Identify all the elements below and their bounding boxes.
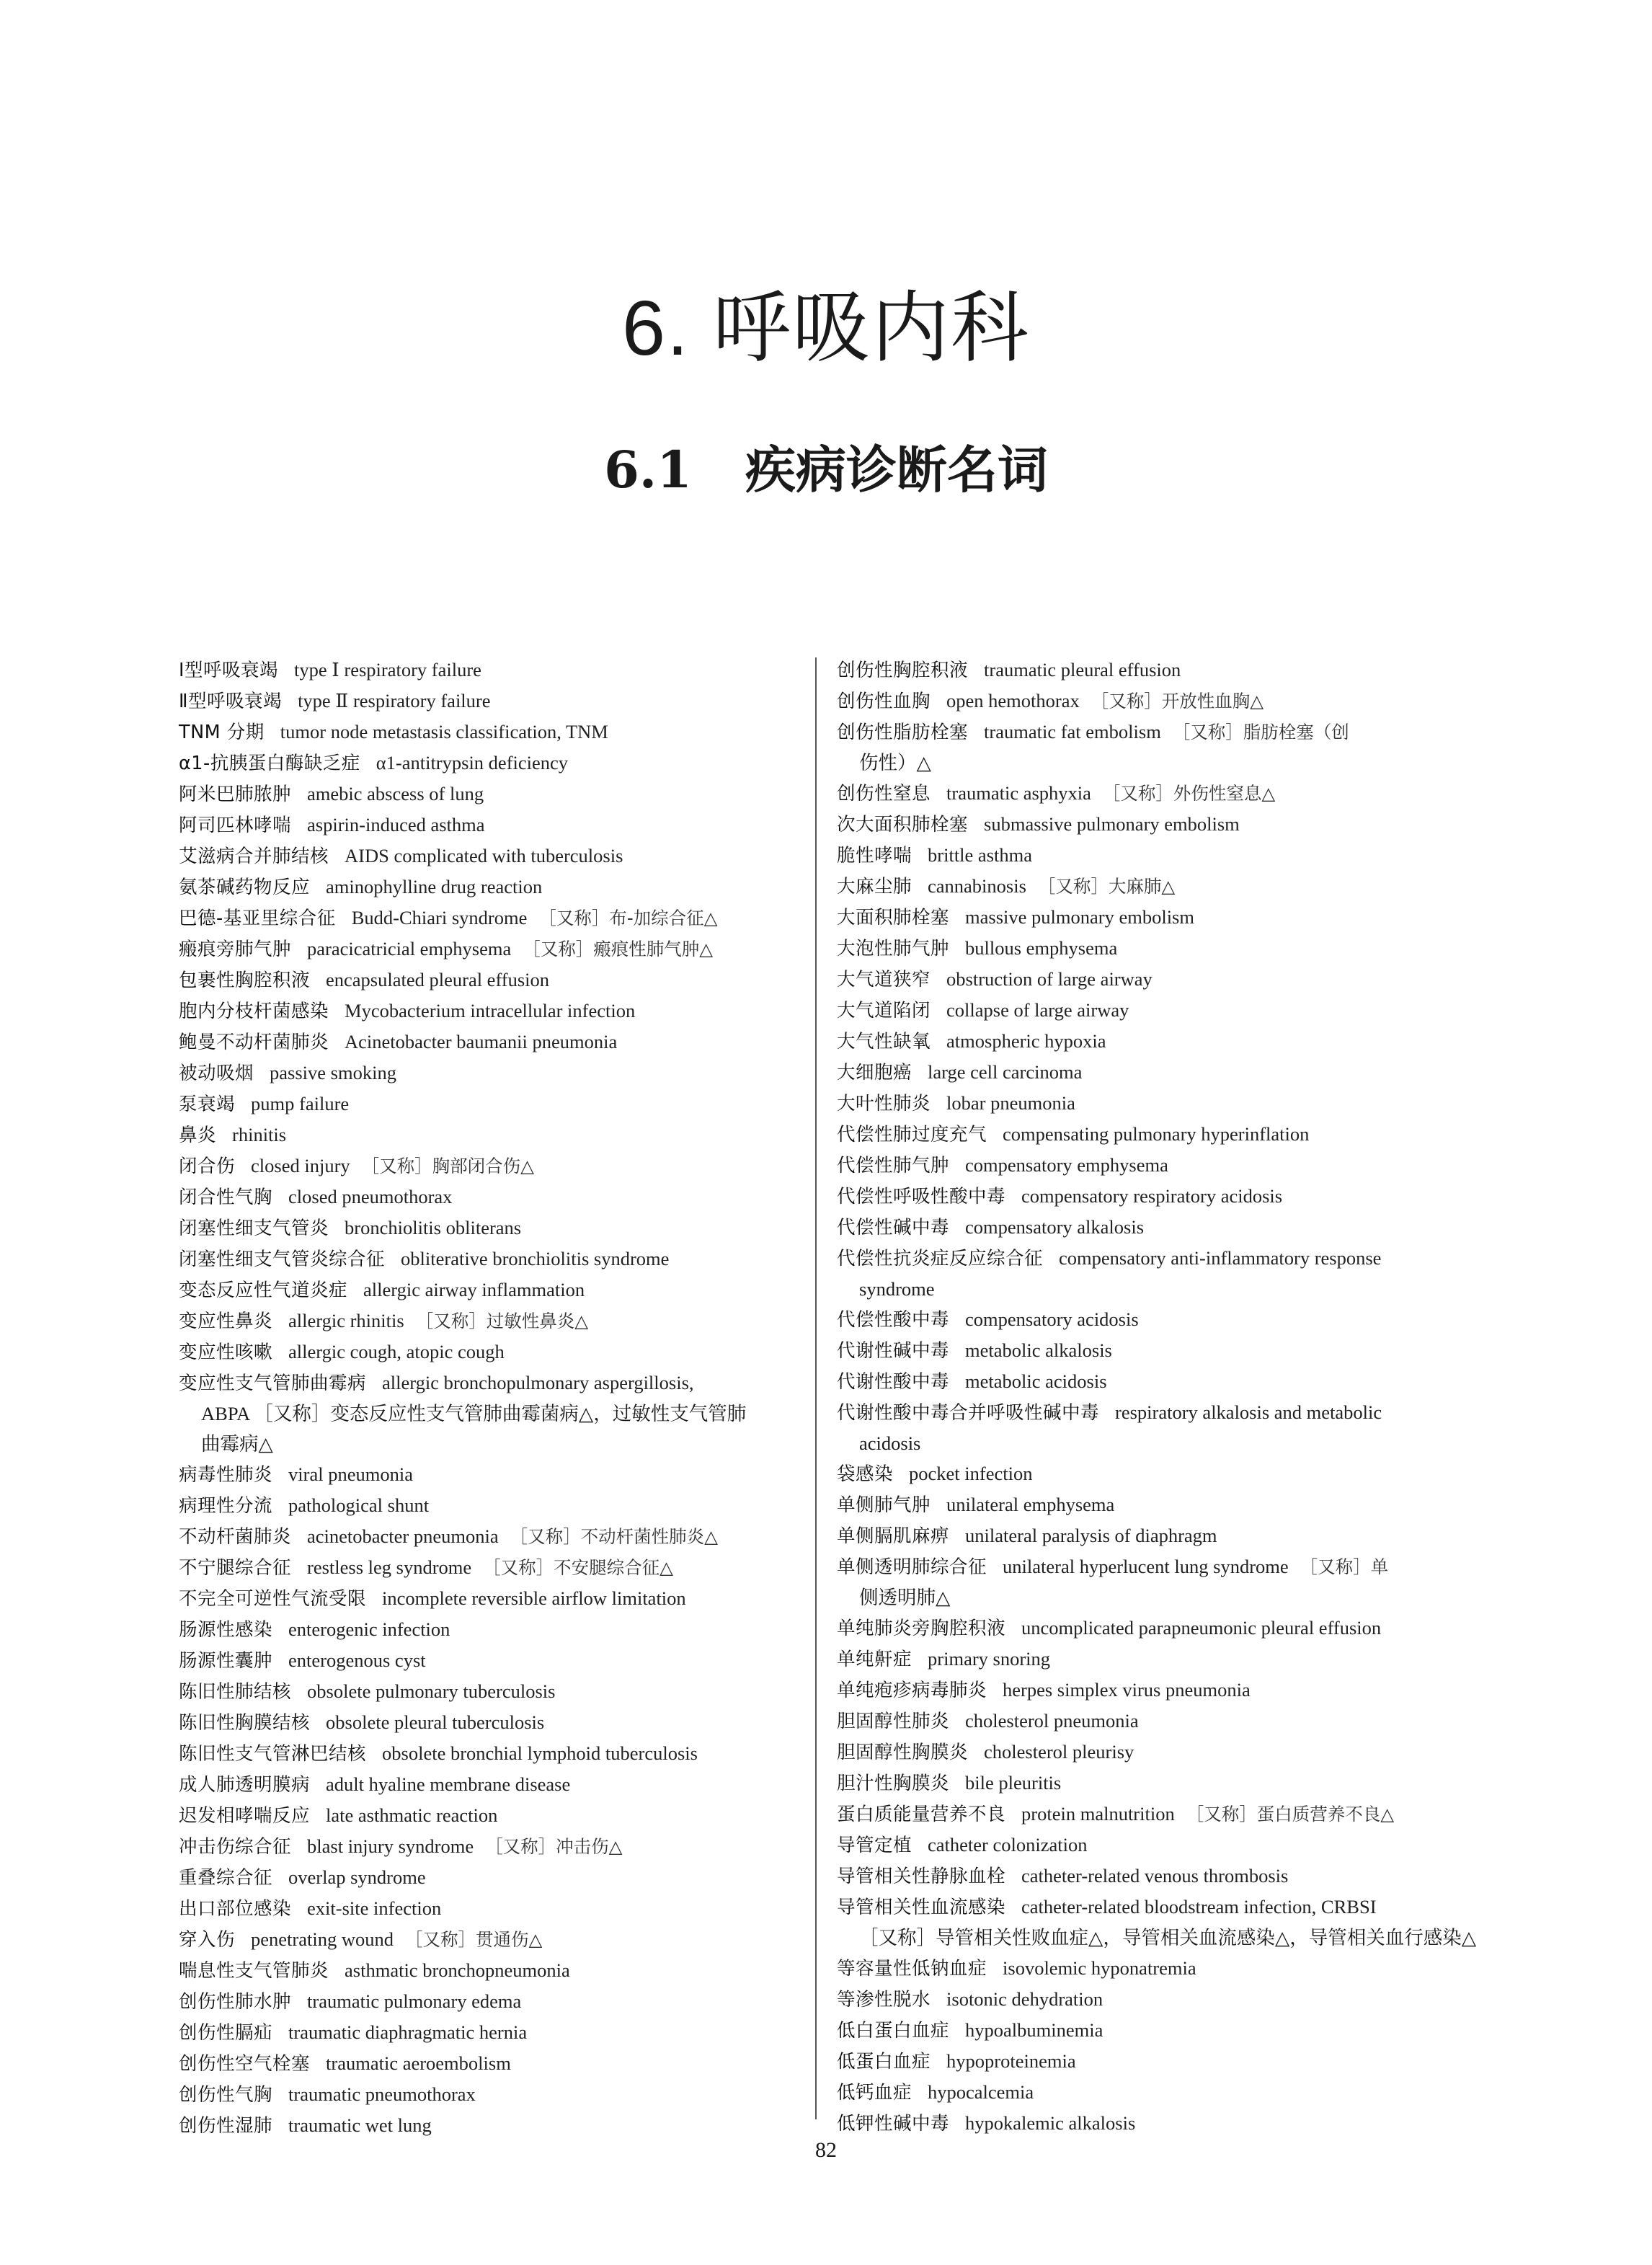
term-chinese: 穿入伤 [179,1929,236,1951]
term-english: tumor node metastasis classification, TNM [280,721,608,743]
term-english: hypoproteinemia [946,2050,1076,2072]
term-chinese: 代偿性呼吸性酸中毒 [837,1186,1006,1207]
term-entry [179,748,799,779]
term-chinese: 胞内分枝杆菌感染 [179,1001,329,1022]
term-english: catheter-related bloodstream infection, CRBSI [1021,1896,1377,1918]
term-entry [179,1459,799,1490]
term-entry [179,717,799,748]
term-english: asthmatic bronchopneumonia [345,1959,570,1981]
term-entry [837,1335,1467,1366]
term-entry [837,1243,1467,1274]
term-entry [179,1151,799,1182]
term-english: traumatic diaphragmatic hernia [288,2021,528,2043]
term-english: type Ⅰ respiratory failure [294,659,481,681]
term-chinese: 代偿性抗炎症反应综合征 [837,1248,1044,1269]
term-entry [179,1182,799,1213]
term-chinese: 代谢性酸中毒合并呼吸性碱中毒 [837,1402,1100,1424]
term-english: brittle asthma [928,844,1032,866]
term-chinese: 变应性鼻炎 [179,1311,273,1332]
term-english: obliterative bronchiolitis syndrome [401,1248,670,1269]
term-chinese: 低白蛋白血症 [837,2020,950,2042]
term-english: massive pulmonary embolism [965,906,1194,928]
term-alias: ［又称］冲击伤△ [485,1836,623,1857]
term-alias: ［又称］外伤性窒息△ [1102,783,1276,804]
term-entry [837,1984,1467,2015]
term-entry [837,1551,1467,1582]
right-term-column [837,655,1477,2139]
term-english: unilateral hyperlucent lung syndrome [1003,1556,1289,1577]
term-chinese: 喘息性支气管肺炎 [179,1960,329,1982]
term-chinese: 阿司匹林哮喘 [179,815,292,836]
term-chinese: 陈旧性胸膜结核 [179,1712,311,1734]
column-divider [815,657,817,2119]
term-english: primary snoring [928,1648,1051,1670]
term-chinese: 大麻尘肺 [837,876,912,897]
term-entry [179,1368,799,1399]
term-alias: ［又称］不安腿综合征△ [483,1557,674,1578]
term-chinese: 陈旧性支气管淋巴结核 [179,1743,367,1765]
term-english: obsolete pleural tuberculosis [326,1711,545,1733]
term-alias: ［又称］不动杆菌性肺炎△ [510,1526,718,1547]
term-english: restless leg syndrome [307,1556,472,1578]
term-english: isotonic dehydration [946,1988,1103,2010]
term-chinese: 导管定植 [837,1835,912,1856]
term-entry [837,1458,1467,1489]
term-alias: ［又称］过敏性鼻炎△ [415,1311,589,1331]
page-number: 82 [815,2138,837,2162]
term-english: enterogenous cyst [288,1649,426,1671]
term-entry [179,1676,799,1707]
term-english: pocket infection [909,1463,1033,1484]
term-entry [179,1800,799,1831]
term-chinese: 创伤性湿肺 [179,2115,273,2137]
term-english: cannabinosis [928,875,1026,897]
term-entry [837,1026,1467,1057]
term-english: obsolete pulmonary tuberculosis [307,1680,556,1702]
term-english: lobar pneumonia [946,1092,1075,1114]
term-chinese: 变应性支气管肺曲霉病 [179,1373,367,1394]
term-entry [179,655,799,686]
term-entry [179,779,799,810]
section-title-text: 疾病诊断名词 [745,440,1048,500]
term-entry [837,1181,1467,1212]
term-english: bronchiolitis obliterans [345,1217,522,1238]
term-english: catheter colonization [928,1834,1088,1856]
term-english: metabolic alkalosis [965,1339,1112,1361]
term-english: atmospheric hypoxia [946,1030,1106,1052]
term-entry [179,1120,799,1151]
term-chinese: 次大面积肺栓塞 [837,814,969,835]
term-chinese: 大细胞癌 [837,1062,912,1083]
term-entry [179,1924,799,1955]
term-english: viral pneumonia [288,1463,413,1485]
term-chinese: 闭合伤 [179,1156,236,1177]
term-english: incomplete reversible airflow limitation [382,1587,686,1609]
term-chinese: 变应性咳嗽 [179,1342,273,1363]
term-chinese: 胆固醇性胸膜炎 [837,1742,969,1763]
term-chinese: 创伤性膈疝 [179,2022,273,2044]
term-alias: ［又称］蛋白质营养不良△ [1186,1804,1395,1825]
term-english: encapsulated pleural effusion [326,969,550,990]
term-english: pump failure [251,1093,350,1114]
term-alias: ［又称］布-加综合征△ [538,908,718,928]
term-chinese: 创伤性气胸 [179,2084,273,2106]
term-chinese: 创伤性空气栓塞 [179,2053,311,2075]
term-english: compensatory acidosis [965,1308,1139,1330]
term-english: protein malnutrition [1021,1803,1175,1825]
term-chinese: 导管相关性血流感染 [837,1897,1006,1918]
term-entry [837,1861,1467,1892]
term-chinese: 变态反应性气道炎症 [179,1280,348,1301]
term-entry [837,1675,1467,1706]
term-entry [179,1521,799,1552]
term-english: obstruction of large airway [946,968,1153,990]
term-chinese: 成人肺透明膜病 [179,1774,311,1796]
term-chinese: 不宁腿综合征 [179,1557,292,1579]
term-entry [837,1489,1467,1520]
term-entry [837,2046,1467,2077]
term-entry [837,686,1467,717]
term-alias: ［又称］单 [1300,1556,1389,1577]
term-entry [179,1306,799,1337]
term-chinese: 单纯鼾症 [837,1649,912,1670]
term-chinese: 不完全可逆性气流受限 [179,1588,367,1610]
term-chinese: 瘢痕旁肺气肿 [179,939,292,960]
term-entry [179,1089,799,1120]
term-entry [837,1706,1467,1737]
term-english: unilateral paralysis of diaphragm [965,1525,1217,1546]
term-chinese: 巴德-基亚里综合征 [179,908,336,929]
term-entry [837,902,1467,933]
term-entry [837,809,1467,840]
term-entry [837,964,1467,995]
term-entry [179,2110,799,2141]
term-entry [837,655,1467,686]
term-english: hypokalemic alkalosis [965,2112,1136,2134]
term-english: respiratory alkalosis and metabolic [1115,1401,1382,1423]
term-entry [837,2077,1467,2108]
term-chinese: 创伤性胸腔积液 [837,660,969,681]
term-english: paracicatricial emphysema [307,938,512,959]
term-entry [179,965,799,996]
term-english: traumatic fat embolism [984,721,1161,743]
term-chinese: 病理性分流 [179,1495,273,1517]
term-entry [179,2017,799,2048]
term-entry [837,1304,1467,1335]
term-entry [179,1058,799,1089]
term-english: exit-site infection [307,1897,442,1919]
term-english: allergic bronchopulmonary aspergillosis, [382,1372,694,1393]
term-entry [837,1520,1467,1551]
term-english: overlap syndrome [288,1866,426,1888]
term-entry [179,810,799,841]
term-english: bullous emphysema [965,937,1118,959]
term-english: isovolemic hyponatremia [1003,1957,1196,1979]
term-entry [179,1893,799,1924]
term-alias: ［又称］贯通伤△ [404,1929,543,1950]
term-chinese: 病毒性肺炎 [179,1464,273,1486]
term-english: herpes simplex virus pneumonia [1003,1679,1251,1701]
term-entry [179,1986,799,2017]
term-entry [179,1244,799,1275]
term-chinese: 冲击伤综合征 [179,1836,292,1858]
term-entry [179,1213,799,1244]
term-chinese: 大叶性肺炎 [837,1093,931,1114]
term-chinese: 迟发相哮喘反应 [179,1805,311,1827]
term-continuation: ABPA ［又称］变态反应性支气管肺曲霉菌病△，过敏性支气管肺 [201,1403,747,1424]
term-entry [837,1212,1467,1243]
term-entry [179,2079,799,2110]
term-chinese: 包裹性胸腔积液 [179,970,311,991]
term-entry [837,1799,1467,1830]
term-continuation: 伤性）△ [859,752,931,774]
term-chinese: 阿米巴肺脓肿 [179,784,292,805]
term-chinese: 等容量性低钠血症 [837,1958,987,1980]
term-entry [837,871,1467,902]
term-continuation: syndrome [859,1278,935,1300]
term-chinese: 创伤性血胸 [837,691,931,712]
term-english: allergic cough, atopic cough [288,1341,505,1362]
term-english: compensatory respiratory acidosis [1021,1185,1283,1207]
term-english: bile pleuritis [965,1772,1062,1794]
term-chinese: 等渗性脱水 [837,1989,931,2011]
term-alias: ［又称］脂肪栓塞（创 [1172,722,1349,743]
term-chinese: 导管相关性静脉血栓 [837,1866,1006,1887]
term-chinese: 泵衰竭 [179,1094,236,1115]
term-chinese: 重叠综合征 [179,1867,273,1889]
term-entry [837,1737,1467,1768]
term-english: aminophylline drug reaction [326,876,543,897]
term-entry [837,1150,1467,1181]
term-entry [837,2015,1467,2046]
term-english: amebic abscess of lung [307,783,484,805]
term-entry [837,2108,1467,2139]
term-english: unilateral emphysema [946,1494,1115,1515]
term-english: compensatory emphysema [965,1154,1168,1176]
term-alias: ［又称］瘢痕性肺气肿△ [523,939,714,959]
term-english: metabolic acidosis [965,1370,1107,1392]
term-chinese: 代谢性酸中毒 [837,1371,950,1393]
term-entry [179,1769,799,1800]
term-chinese: 代偿性肺气肿 [837,1155,950,1176]
term-chinese: 大气性缺氧 [837,1031,931,1052]
term-chinese: 大气道陷闭 [837,1000,931,1021]
term-chinese: 闭合性气胸 [179,1187,273,1208]
term-english: open hemothorax [946,690,1080,712]
term-chinese: 大面积肺栓塞 [837,907,950,928]
term-entry [179,872,799,903]
term-entry [837,717,1467,748]
term-chinese: 艾滋病合并肺结核 [179,846,329,867]
term-chinese: α1-抗胰蛋白酶缺乏症 [179,753,360,774]
term-english: catheter-related venous thrombosis [1021,1865,1289,1887]
term-english: compensatory alkalosis [965,1216,1145,1238]
term-chinese: 低钙血症 [837,2082,912,2104]
term-english: traumatic asphyxia [946,782,1091,804]
term-entry [179,1645,799,1676]
term-entry [179,686,799,717]
term-chinese: 单纯肺炎旁胸腔积液 [837,1618,1006,1639]
term-chinese: 蛋白质能量营养不良 [837,1804,1006,1825]
term-english: traumatic pneumothorax [288,2083,476,2105]
term-entry [837,933,1467,964]
term-chinese: 大泡性肺气肿 [837,938,950,959]
section-title [0,440,1652,500]
term-english: traumatic pulmonary edema [307,1990,522,2012]
term-chinese: 代谢性碱中毒 [837,1340,950,1362]
term-english: pathological shunt [288,1494,430,1516]
term-entry [179,1552,799,1583]
term-english: traumatic aeroembolism [326,2052,511,2074]
term-chinese: 单侧透明肺综合征 [837,1556,987,1578]
term-chinese: 单纯疱疹病毒肺炎 [837,1680,987,1701]
term-entry [179,2048,799,2079]
term-chinese: 低钾性碱中毒 [837,2113,950,2135]
term-english: compensating pulmonary hyperinflation [1003,1123,1310,1145]
left-term-column [179,655,799,2141]
term-chinese: 低蛋白血症 [837,2051,931,2073]
term-entry [179,1583,799,1614]
term-english: traumatic wet lung [288,2114,432,2136]
term-entry [837,1613,1467,1644]
term-entry [837,1088,1467,1119]
term-alias: ［又称］大麻肺△ [1037,876,1176,897]
term-entry [837,840,1467,871]
term-english: rhinitis [232,1124,287,1145]
term-chinese: 被动吸烟 [179,1063,254,1084]
term-continuation: 曲霉病△ [201,1433,273,1455]
term-english: Budd-Chiari syndrome [351,907,528,928]
term-entry [179,1707,799,1738]
term-english: cholesterol pneumonia [965,1710,1139,1732]
term-chinese: 代偿性肺过度充气 [837,1124,987,1145]
term-chinese: 不动杆菌肺炎 [179,1526,292,1548]
term-chinese: 肠源性感染 [179,1619,273,1641]
term-entry [837,1892,1467,1923]
term-english: late asthmatic reaction [326,1804,498,1826]
term-entry [837,1366,1467,1397]
term-entry [179,1275,799,1306]
term-english: enterogenic infection [288,1618,450,1640]
term-entry [179,841,799,872]
term-chinese: 代偿性酸中毒 [837,1309,950,1331]
term-chinese: 鼻炎 [179,1125,217,1146]
term-entry [837,1397,1467,1428]
term-english: uncomplicated parapneumonic pleural effusion [1021,1617,1382,1639]
term-entry [179,1337,799,1368]
term-english: passive smoking [270,1062,396,1083]
term-entry [837,1953,1467,1984]
term-chinese: Ⅱ型呼吸衰竭 [179,691,283,712]
term-entry [837,1119,1467,1150]
term-entry [179,1490,799,1521]
term-english: blast injury syndrome [307,1835,474,1857]
term-english: Mycobacterium intracellular infection [345,1000,636,1021]
term-chinese: 闭塞性细支气管炎 [179,1218,329,1239]
term-chinese: 陈旧性肺结核 [179,1681,292,1703]
term-entry [179,903,799,934]
term-entry [837,1768,1467,1799]
term-english: allergic rhinitis [288,1310,404,1331]
term-chinese: 脆性哮喘 [837,845,912,866]
term-entry [837,1644,1467,1675]
term-continuation: acidosis [859,1432,921,1454]
term-alias: ［又称］胸部闭合伤△ [361,1156,534,1176]
term-english: Acinetobacter baumanii pneumonia [345,1031,618,1052]
term-continuation: 侧透明肺△ [859,1587,951,1608]
term-english: cholesterol pleurisy [984,1741,1134,1763]
term-chinese: 单侧肺气肿 [837,1494,931,1516]
term-entry [179,1738,799,1769]
section-number: 6.1 [604,440,692,500]
term-entry [179,1862,799,1893]
term-chinese: Ⅰ型呼吸衰竭 [179,660,279,681]
term-english: hypocalcemia [928,2081,1034,2103]
term-entry [837,995,1467,1026]
term-entry [179,996,799,1027]
term-english: large cell carcinoma [928,1061,1083,1083]
term-continuation: ［又称］导管相关性败血症△，导管相关血流感染△，导管相关血行感染△ [859,1927,1477,1949]
term-english: allergic airway inflammation [363,1279,585,1300]
term-chinese: 胆汁性胸膜炎 [837,1773,950,1794]
chapter-title: 6. 呼吸内科 [621,284,1031,371]
term-entry [179,934,799,965]
term-english: submassive pulmonary embolism [984,813,1240,835]
term-english: compensatory anti-inflammatory response [1059,1247,1382,1269]
term-entry [179,1955,799,1986]
term-english: collapse of large airway [946,999,1129,1021]
term-english: aspirin-induced asthma [307,814,485,835]
term-chinese: 创伤性窒息 [837,783,931,805]
term-english: traumatic pleural effusion [984,659,1181,681]
term-chinese: 大气道狭窄 [837,969,931,990]
term-english: acinetobacter pneumonia [307,1525,499,1547]
term-entry [837,1830,1467,1861]
term-entry [837,1057,1467,1088]
term-chinese: 胆固醇性肺炎 [837,1711,950,1732]
term-chinese: 肠源性囊肿 [179,1650,273,1672]
term-english: closed pneumothorax [288,1186,453,1207]
term-english: α1-antitrypsin deficiency [376,752,569,774]
term-alias: ［又称］开放性血胸△ [1091,691,1264,712]
term-english: closed injury [251,1155,350,1176]
term-chinese: 袋感染 [837,1463,894,1485]
term-english: AIDS complicated with tuberculosis [345,845,623,866]
term-chinese: 氨茶碱药物反应 [179,877,311,898]
term-chinese: 闭塞性细支气管炎综合征 [179,1249,386,1270]
term-entry [179,1831,799,1862]
term-entry [837,778,1467,809]
term-chinese: 鲍曼不动杆菌肺炎 [179,1032,329,1053]
term-entry [179,1614,799,1645]
term-entry [179,1027,799,1058]
term-chinese: TNM 分期 [179,722,265,743]
term-english: hypoalbuminemia [965,2019,1103,2041]
term-english: penetrating wound [251,1928,394,1950]
term-english: type Ⅱ respiratory failure [298,690,491,712]
term-chinese: 创伤性脂肪栓塞 [837,722,969,743]
term-chinese: 出口部位感染 [179,1898,292,1920]
term-english: adult hyaline membrane disease [326,1773,571,1795]
term-english: obsolete bronchial lymphoid tuberculosis [382,1742,698,1764]
term-chinese: 单侧膈肌麻痹 [837,1525,950,1547]
term-chinese: 代偿性碱中毒 [837,1217,950,1238]
term-chinese: 创伤性肺水肿 [179,1991,292,2013]
